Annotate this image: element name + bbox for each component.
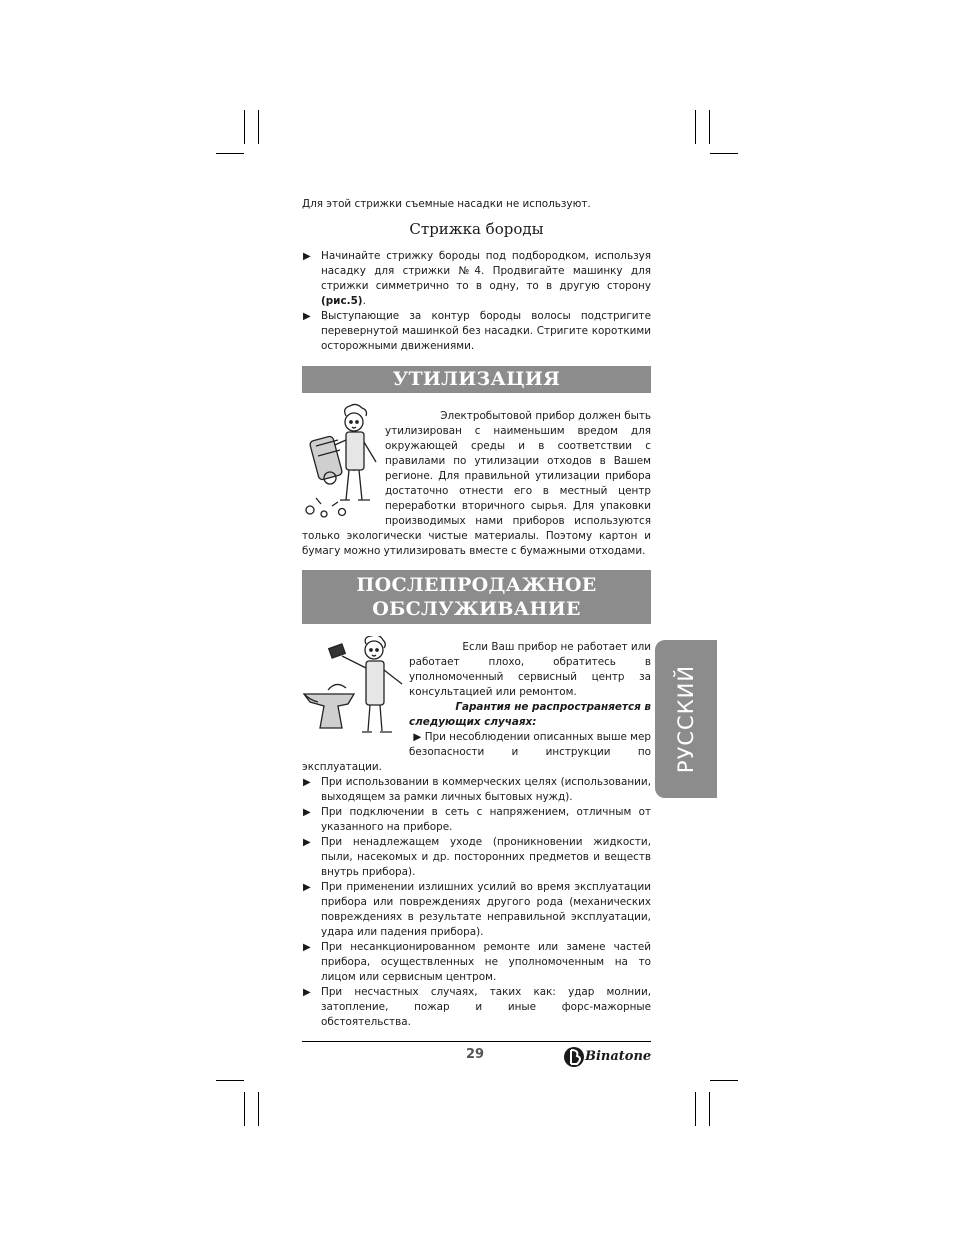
list-item: ▶ При несоблюдении описанных выше мер: [413, 731, 651, 743]
footer-divider: [302, 1041, 651, 1042]
disposal-text: Электробытовой прибор должен быть утилизирован с наименьшим вредом для окружающей среды и в соответствии с правилами по утилизации отходов в Вашем регионе. Для правильной утилизации прибора достаточно отнести его в местный центр переработки вторичного сырья. Для упаковки производимых нами приборов используются: [385, 410, 651, 527]
binatone-logo-icon: [563, 1045, 585, 1069]
disposal-banner: УТИЛИЗАЦИЯ: [302, 366, 651, 393]
service-banner: ПОСЛЕПРОДАЖНОЕ ОБСЛУЖИВАНИЕ: [302, 570, 651, 624]
crop-mark: [709, 110, 710, 144]
crop-mark: [695, 110, 696, 144]
crop-mark: [244, 1092, 245, 1126]
disposal-text-tail: только экологически чистые материалы. Поэтому картон и бумагу можно утилизировать вместе с бумажными отходами.: [302, 530, 651, 557]
crop-mark: [709, 1092, 710, 1126]
bullet-arrow-icon: ▶: [303, 311, 311, 322]
warranty-heading: Гарантия не распространяется в: [455, 701, 651, 713]
page-number: 29: [465, 1047, 485, 1062]
list-item: ▶ При применении излишних усилий во время эксплуатации прибора или повреждениях другого рода (механических повреждениях в результате неправильной эксплуатации, удара или падения прибора).: [303, 881, 651, 938]
language-tab: РУССКИЙ: [655, 640, 717, 798]
figure-reference: (рис.5): [321, 295, 363, 307]
brand-logo: [563, 1045, 651, 1069]
brand-name: Binatone: [585, 1049, 652, 1064]
warranty-list: [302, 775, 651, 1030]
list-item: ▶ При ненадлежащем уходе (проникновении жидкости, пыли, насекомых и др. посторонних предметов и веществ внутрь прибора).: [303, 836, 651, 878]
recycling-illustration: [302, 402, 380, 520]
list-item: ▶ Начинайте стрижку бороды под подбородком, используя насадку для стрижки №4. Продвигайте машинку для стрижки симметрично то в одну, то в другую сторону (рис.5).: [303, 250, 651, 307]
bullet-arrow-icon: ▶: [303, 942, 311, 953]
crop-mark: [258, 1092, 259, 1126]
crop-mark: [258, 110, 259, 144]
beard-list: [302, 249, 651, 354]
repair-illustration: [302, 636, 406, 740]
intro-text: Для этой стрижки съемные насадки не используют.: [302, 198, 591, 210]
bullet-arrow-icon: ▶: [303, 882, 311, 893]
list-item: ▶ При использовании в коммерческих целях (использовании, выходящем за рамки личных бытовых нужд).: [303, 776, 651, 803]
crop-mark: [216, 1080, 244, 1081]
list-item: ▶ При несанкционированном ремонте или замене частей прибора, осуществленных не уполномоченным на то лицом или сервисным центром.: [303, 941, 651, 983]
list-item: ▶ Выступающие за контур бороды волосы подстригите перевернутой машинкой без насадки. Стригите короткими осторожными движениями.: [303, 310, 651, 352]
bullet-arrow-icon: ▶: [303, 807, 311, 818]
list-item: ▶ При подключении в сеть с напряжением, отличным от указанного на приборе.: [303, 806, 651, 833]
crop-mark: [695, 1092, 696, 1126]
beard-heading: Стрижка бороды: [409, 220, 544, 238]
crop-mark: [710, 153, 738, 154]
crop-mark: [216, 153, 244, 154]
list-item: ▶ При несчастных случаях, таких как: удар молнии, затопление, пожар и иные форс-мажорные обстоятельства.: [303, 986, 651, 1028]
crop-mark: [710, 1080, 738, 1081]
crop-mark: [244, 110, 245, 144]
bullet-arrow-icon: ▶: [303, 777, 311, 788]
warranty-heading: следующих случаях:: [409, 716, 537, 728]
service-text: Если Ваш прибор не работает или работает плохо, обратитесь в уполномоченный сервисный центр за консультацией или ремонтом. Гарантия не распространяется в следующих случаях: ▶ При несоблюдении описанных выше мер безопасности и инструкции по: [409, 641, 651, 758]
bullet-arrow-icon: ▶: [303, 987, 311, 998]
bullet-arrow-icon: ▶: [303, 251, 311, 262]
bullet-arrow-icon: ▶: [413, 731, 422, 743]
bullet-arrow-icon: ▶: [303, 837, 311, 848]
